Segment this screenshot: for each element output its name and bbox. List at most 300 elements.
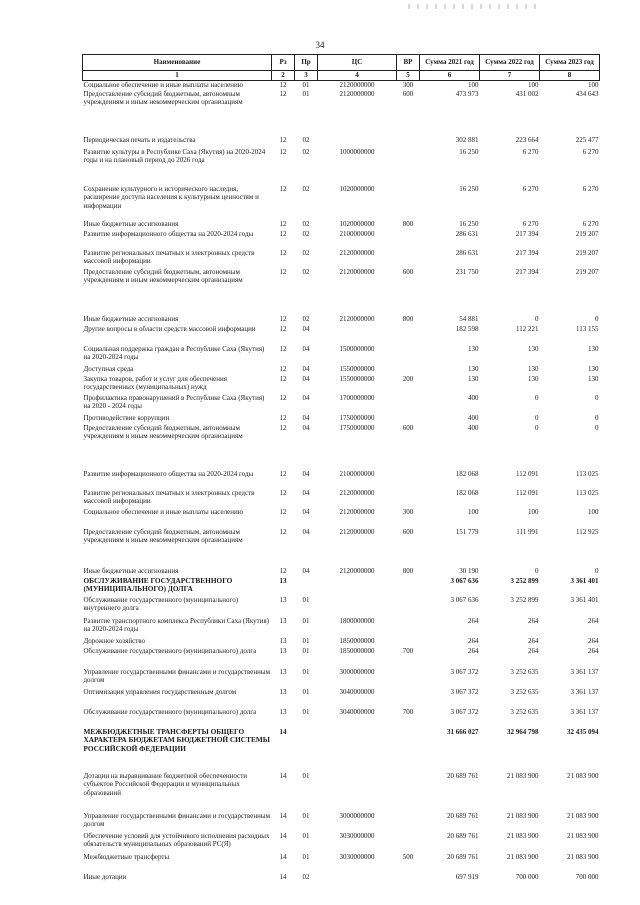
row-name: Социальное обеспечение и иные выплаты населению (83, 507, 243, 516)
row-sum-2023: 225 477 (575, 135, 599, 144)
row-name: Иные бюджетные ассигнования (83, 314, 179, 323)
row-sum-2022: 21 083 900 (507, 771, 539, 780)
row-sum-2021: 20 689 761 (447, 831, 479, 840)
row-rz: 14 (279, 727, 287, 736)
row-cs: 2120000000 (339, 81, 375, 89)
row-sum-2022: 264 (528, 616, 539, 625)
header-cell: Наименование (83, 55, 272, 71)
row-sum-2022: 0 (535, 423, 539, 432)
row-rz: 12 (279, 566, 287, 575)
row-cs: 2120000000 (339, 248, 375, 257)
row-vr: 600 (402, 527, 414, 536)
column-number: 4 (318, 71, 397, 81)
row-vr (397, 812, 420, 832)
table-row (83, 708, 600, 728)
row-cs (318, 136, 397, 148)
table-row (83, 148, 600, 185)
row-sum-2023: 21 083 900 (567, 771, 599, 780)
row-vr (397, 637, 420, 647)
row-sum-2021: 286 631 (455, 248, 479, 257)
header-cell: Сумма 2022 год (480, 55, 540, 71)
table-row (83, 365, 600, 375)
table-row (83, 873, 600, 884)
row-pr: 04 (302, 393, 310, 402)
row-cs: 1700000000 (339, 393, 375, 402)
row-sum-2022: 100 (528, 81, 539, 89)
row-sum-2021: 264 (468, 636, 479, 645)
row-name: Развитие транспортного комплекса Республики Саха (Якутия) на 2020-2024 годы (83, 616, 270, 633)
table-row (83, 772, 600, 812)
row-cs (318, 596, 397, 617)
row-cs (318, 728, 397, 772)
row-sum-2022: 217 394 (515, 248, 539, 257)
table-row (83, 637, 600, 647)
row-pr (295, 577, 318, 596)
row-sum-2023: 3 361 401 (570, 576, 599, 585)
column-number: 3 (295, 71, 318, 81)
row-pr: 04 (302, 344, 310, 353)
row-name: Дорожное хозяйство (83, 636, 146, 645)
row-rz: 13 (279, 636, 287, 645)
row-rz: 13 (279, 595, 287, 604)
row-rz: 12 (279, 393, 287, 402)
row-rz: 12 (279, 248, 287, 257)
row-sum-2021: 3 067 372 (450, 707, 479, 716)
row-pr: 02 (302, 872, 310, 881)
row-sum-2021: 30 190 (459, 566, 479, 575)
row-sum-2023: 21 083 900 (567, 831, 599, 840)
row-vr: 600 (402, 89, 414, 98)
row-sum-2023: 130 (588, 344, 599, 353)
row-vr (397, 414, 420, 424)
row-pr: 02 (302, 314, 310, 323)
table-row (83, 728, 600, 772)
page-number: 34 (315, 40, 325, 50)
row-sum-2022: 112 091 (516, 469, 539, 478)
table-row (83, 81, 600, 90)
row-rz: 14 (279, 852, 287, 861)
header-cell: Рз (272, 55, 295, 71)
row-cs: 3030000000 (339, 831, 375, 840)
row-sum-2023: 219 207 (575, 248, 599, 257)
header-cell: ВР (397, 55, 420, 71)
row-name: Сохранение культурного и исторического наследия, расширение доступа населения к культурным ценностям и информации (83, 184, 259, 210)
row-vr (397, 832, 420, 853)
row-name: Обслуживание государственного (муниципального) долга (83, 707, 257, 716)
row-sum-2022: 3 252 635 (510, 707, 539, 716)
table-row (83, 375, 600, 394)
row-sum-2022: 6 270 (522, 147, 539, 156)
row-vr (397, 668, 420, 688)
row-cs: 3040000000 (339, 687, 375, 696)
row-sum-2022: 700 000 (515, 872, 539, 881)
row-sum-2021: 3 067 636 (450, 595, 479, 604)
row-cs: 1020000000 (339, 219, 375, 228)
row-sum-2023: 32 435 094 (567, 727, 599, 736)
row-cs: 1550000000 (339, 364, 375, 373)
row-pr: 02 (302, 219, 310, 228)
row-cs: 3040000000 (339, 707, 375, 716)
row-rz: 13 (279, 687, 287, 696)
row-name: Иные бюджетные ассигнования (83, 219, 179, 228)
row-name: Противодействие коррупции (83, 413, 170, 422)
row-pr: 01 (302, 831, 310, 840)
row-sum-2023: 100 (588, 507, 599, 516)
row-cs: 1800000000 (339, 616, 375, 625)
row-pr: 01 (302, 81, 310, 89)
row-rz: 12 (279, 469, 287, 478)
row-rz: 13 (279, 576, 287, 585)
row-sum-2023: 130 (588, 364, 599, 373)
table-row (83, 688, 600, 708)
table-row (83, 315, 600, 325)
row-sum-2023: 113 155 (576, 324, 599, 333)
row-sum-2023: 0 (595, 423, 599, 432)
header-cell: ЦС (318, 55, 397, 71)
row-sum-2022: 112 221 (516, 324, 539, 333)
row-rz: 12 (279, 184, 287, 193)
column-number-row (83, 71, 600, 81)
row-sum-2023: 219 207 (575, 229, 599, 238)
row-sum-2022: 32 964 798 (507, 727, 539, 736)
row-pr: 04 (302, 469, 310, 478)
row-sum-2023: 3 361 137 (570, 707, 599, 716)
row-rz: 12 (279, 89, 287, 98)
row-sum-2023: 130 (588, 374, 599, 383)
table-row (83, 567, 600, 577)
row-sum-2023: 3 361 401 (570, 595, 599, 604)
row-name: Обеспечение условий для устойчивого исполнения расходных обязательств муниципальных образований РС(Я) (83, 831, 270, 848)
row-rz: 14 (279, 771, 287, 780)
row-cs (318, 577, 397, 596)
row-sum-2021: 20 689 761 (447, 811, 479, 820)
column-number: 7 (480, 71, 540, 81)
column-number: 2 (272, 71, 295, 81)
header-cell: Сумма 2023 год (540, 55, 600, 71)
table-row (83, 508, 600, 528)
table-row (83, 617, 600, 637)
row-name: Управление государственными финансами и государственным долгом (83, 811, 271, 828)
row-vr: 800 (402, 219, 414, 228)
row-sum-2021: 231 750 (455, 267, 479, 276)
table-row (83, 528, 600, 567)
row-sum-2022: 3 252 635 (510, 687, 539, 696)
row-rz: 12 (279, 267, 287, 276)
row-sum-2023: 264 (588, 646, 599, 655)
row-sum-2021: 3 067 636 (450, 576, 479, 585)
row-sum-2022: 431 002 (515, 89, 539, 98)
column-number: 1 (83, 71, 272, 81)
row-vr: 600 (402, 423, 414, 432)
row-sum-2021: 264 (468, 646, 479, 655)
row-sum-2023: 700 000 (575, 872, 599, 881)
row-pr: 01 (302, 771, 310, 780)
row-pr: 04 (302, 527, 310, 536)
row-pr: 01 (302, 852, 310, 861)
row-name: Социальная поддержка граждан в Республике Саха (Якутия) на 2020-2024 годы (83, 344, 265, 361)
row-name: Развитие культуры в Республике Саха (Якутия) на 2020-2024 годы и на плановый период до 2026 года (83, 147, 266, 164)
row-sum-2022: 6 270 (522, 219, 539, 228)
row-sum-2022: 217 394 (515, 229, 539, 238)
row-name: Доступная среда (83, 364, 134, 373)
row-cs: 2120000000 (339, 267, 375, 276)
row-cs: 2120000000 (339, 314, 375, 323)
row-cs: 1000000000 (339, 147, 375, 156)
row-name: Развитие региональных печатных и электронных средств массовой информации (83, 248, 255, 265)
table-row (83, 249, 600, 268)
row-rz: 12 (279, 423, 287, 432)
row-cs: 2120000000 (339, 89, 375, 98)
row-rz: 12 (279, 364, 287, 373)
row-sum-2023: 0 (595, 566, 599, 575)
row-rz: 12 (279, 314, 287, 323)
row-vr (397, 728, 420, 772)
row-sum-2021: 20 689 761 (447, 771, 479, 780)
row-rz: 13 (279, 646, 287, 655)
row-sum-2021: 100 (468, 81, 479, 89)
row-name: Управление государственными финансами и государственным долгом (83, 667, 271, 684)
column-number: 6 (420, 71, 480, 81)
table-row (83, 470, 600, 489)
row-name: Закупка товаров, работ и услуг для обеспечения государственных (муниципальных) нужд (83, 374, 227, 391)
row-cs: 3000000000 (339, 811, 375, 820)
row-pr: 01 (302, 636, 310, 645)
row-rz: 14 (279, 811, 287, 820)
row-rz: 13 (279, 707, 287, 716)
row-cs (318, 873, 397, 884)
row-name: Иные дотации (83, 872, 127, 881)
row-sum-2021: 286 631 (455, 229, 479, 238)
row-cs (318, 772, 397, 812)
row-vr (397, 577, 420, 596)
row-sum-2023: 6 270 (582, 219, 599, 228)
row-pr: 02 (302, 248, 310, 257)
table-row (83, 596, 600, 617)
row-pr: 01 (302, 707, 310, 716)
row-sum-2023: 113 025 (576, 488, 599, 497)
row-vr: 200 (402, 374, 414, 383)
row-cs: 2120000000 (339, 488, 375, 497)
row-rz: 12 (279, 374, 287, 383)
row-sum-2021: 31 666 027 (447, 727, 479, 736)
row-sum-2022: 111 991 (516, 527, 539, 536)
row-sum-2023: 100 (588, 81, 599, 89)
row-vr: 700 (402, 707, 414, 716)
row-sum-2022: 21 083 900 (507, 811, 539, 820)
row-cs: 1020000000 (339, 184, 375, 193)
row-sum-2023: 6 270 (582, 184, 599, 193)
row-pr: 01 (302, 811, 310, 820)
row-vr (397, 394, 420, 414)
row-sum-2021: 182 598 (455, 324, 479, 333)
row-vr (397, 596, 420, 617)
row-pr: 02 (302, 267, 310, 276)
row-sum-2021: 16 250 (459, 147, 479, 156)
row-cs: 2100000000 (339, 229, 375, 238)
row-cs: 1500000000 (339, 344, 375, 353)
row-pr: 04 (302, 423, 310, 432)
row-rz: 12 (279, 81, 287, 89)
row-rz: 12 (279, 229, 287, 238)
row-cs: 2120000000 (339, 566, 375, 575)
row-sum-2021: 302 881 (455, 135, 479, 144)
row-name: Социальное обеспечение и иные выплаты населению (83, 81, 243, 89)
row-sum-2021: 182 068 (455, 469, 479, 478)
row-name: Развитие региональных печатных и электронных средств массовой информации (83, 488, 255, 505)
table-row (83, 812, 600, 832)
row-sum-2022: 223 664 (515, 135, 539, 144)
row-sum-2021: 16 250 (459, 219, 479, 228)
table-row (83, 853, 600, 873)
table-row (83, 647, 600, 668)
row-pr: 04 (302, 364, 310, 373)
row-sum-2021: 400 (468, 393, 479, 402)
row-name: Обслуживание государственного (муниципального) долга (83, 646, 257, 655)
column-number: 5 (397, 71, 420, 81)
row-rz: 12 (279, 507, 287, 516)
row-sum-2021: 400 (468, 413, 479, 422)
row-cs: 1750000000 (339, 413, 375, 422)
row-pr (295, 728, 318, 772)
row-vr (397, 345, 420, 365)
row-cs: 1550000000 (339, 374, 375, 383)
row-rz: 12 (279, 135, 287, 144)
row-vr (397, 772, 420, 812)
row-sum-2023: 219 207 (575, 267, 599, 276)
row-sum-2022: 264 (528, 646, 539, 655)
row-name: Иные бюджетные ассигнования (83, 566, 179, 575)
row-pr: 01 (302, 646, 310, 655)
row-sum-2023: 3 361 137 (570, 687, 599, 696)
table-row (83, 668, 600, 688)
row-rz: 13 (279, 667, 287, 676)
row-cs: 1750000000 (339, 423, 375, 432)
row-sum-2022: 100 (528, 507, 539, 516)
table-row (83, 832, 600, 853)
row-vr: 800 (402, 566, 414, 575)
row-sum-2022: 21 083 900 (507, 831, 539, 840)
row-pr: 01 (302, 667, 310, 676)
row-cs: 3030000000 (339, 852, 375, 861)
row-vr (397, 148, 420, 185)
budget-table (82, 54, 600, 884)
row-rz: 12 (279, 344, 287, 353)
row-sum-2023: 112 925 (576, 527, 599, 536)
row-vr (397, 470, 420, 489)
row-pr: 02 (302, 229, 310, 238)
row-sum-2023: 21 083 900 (567, 811, 599, 820)
row-rz: 12 (279, 219, 287, 228)
row-cs: 1850000000 (339, 646, 375, 655)
row-vr: 700 (402, 646, 414, 655)
row-name: Другие вопросы в области средств массовой информации (83, 324, 256, 333)
row-sum-2023: 6 270 (582, 147, 599, 156)
row-sum-2023: 0 (595, 314, 599, 323)
row-pr: 01 (302, 687, 310, 696)
row-sum-2021: 697 919 (455, 872, 479, 881)
row-pr: 02 (302, 135, 310, 144)
row-sum-2023: 264 (588, 636, 599, 645)
table-row (83, 489, 600, 508)
row-sum-2022: 0 (535, 413, 539, 422)
row-pr: 04 (302, 566, 310, 575)
row-name: Предоставление субсидий бюджетным, автономным учреждениям и иным некоммерческим организациям (83, 89, 243, 106)
row-name: Обслуживание государственного (муниципального) внутреннего долга (83, 595, 239, 612)
row-sum-2021: 264 (468, 616, 479, 625)
row-sum-2021: 130 (468, 344, 479, 353)
table-row (83, 345, 600, 365)
row-name: Предоставление субсидий бюджетным, автономным учреждениям и иным некоммерческим организациям (83, 527, 243, 544)
row-sum-2021: 54 881 (459, 314, 479, 323)
row-name: Периодическая печать и издательства (83, 135, 196, 144)
table-row (83, 136, 600, 148)
column-number: 8 (540, 71, 600, 81)
row-sum-2022: 130 (528, 344, 539, 353)
row-sum-2022: 0 (535, 314, 539, 323)
row-pr: 02 (302, 147, 310, 156)
row-name: Развитие информационного общества на 2020-2024 годы (83, 469, 254, 478)
row-name: ОБСЛУЖИВАНИЕ ГОСУДАРСТВЕННОГО (МУНИЦИПАЛЬНОГО) ДОЛГА (83, 576, 233, 593)
row-sum-2021: 3 067 372 (450, 667, 479, 676)
row-rz: 12 (279, 488, 287, 497)
row-pr: 02 (302, 184, 310, 193)
row-sum-2021: 473 973 (455, 89, 479, 98)
table-body (83, 81, 600, 884)
row-vr: 800 (402, 314, 414, 323)
row-rz: 12 (279, 324, 287, 333)
header-row (83, 55, 600, 71)
row-vr: 300 (402, 507, 414, 516)
row-name: Профилактика правонарушений в Республике Саха (Якутия) на 2020 - 2024 годы (83, 393, 265, 410)
table-row (83, 414, 600, 424)
row-sum-2023: 21 083 900 (567, 852, 599, 861)
row-pr: 01 (302, 89, 310, 98)
row-cs: 2120000000 (339, 527, 375, 536)
row-sum-2022: 6 270 (522, 184, 539, 193)
row-vr (397, 185, 420, 220)
row-name: Предоставление субсидий бюджетным, автономным учреждениям и иным некоммерческим организациям (83, 423, 243, 440)
row-sum-2021: 400 (468, 423, 479, 432)
row-cs: 2100000000 (339, 469, 375, 478)
row-cs: 3000000000 (339, 667, 375, 676)
row-vr: 600 (402, 267, 414, 276)
row-name: Межбюджетные трансферты (83, 852, 170, 861)
row-sum-2023: 113 025 (576, 469, 599, 478)
row-sum-2022: 3 252 635 (510, 667, 539, 676)
row-vr (397, 230, 420, 249)
row-sum-2021: 100 (468, 507, 479, 516)
row-sum-2023: 3 361 137 (570, 667, 599, 676)
row-rz: 14 (279, 831, 287, 840)
row-vr (397, 617, 420, 637)
row-sum-2023: 0 (595, 393, 599, 402)
row-sum-2022: 21 083 900 (507, 852, 539, 861)
row-vr (397, 873, 420, 884)
table-row (83, 185, 600, 220)
row-sum-2022: 264 (528, 636, 539, 645)
table-row (83, 268, 600, 315)
row-rz: 14 (279, 872, 287, 881)
row-pr: 04 (302, 374, 310, 383)
row-pr: 04 (302, 324, 310, 333)
row-sum-2023: 264 (588, 616, 599, 625)
row-sum-2022: 0 (535, 566, 539, 575)
table-row (83, 90, 600, 136)
row-name: Оптимизация управления государственным долгом (83, 687, 237, 696)
row-pr: 04 (302, 488, 310, 497)
row-sum-2022: 3 252 899 (510, 595, 539, 604)
row-sum-2021: 130 (468, 364, 479, 373)
